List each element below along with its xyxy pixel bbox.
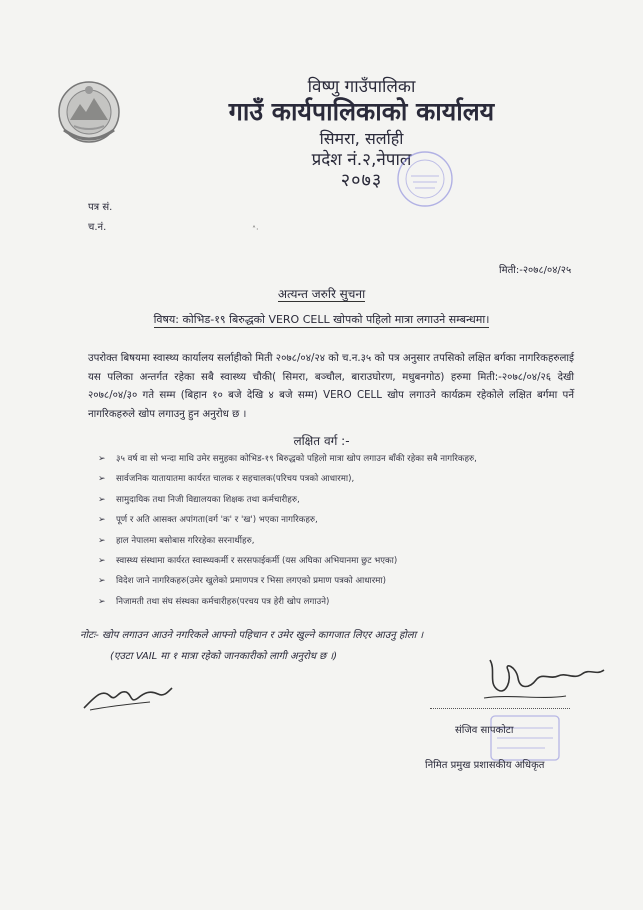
list-item (98, 554, 578, 569)
list-item-text: पूर्ण र अति आसक्त अपांगता(वर्ग 'क' र 'ख') भएका नागरिकहरु, (116, 515, 318, 526)
arrow-bullet-icon: ➢ (98, 474, 106, 485)
location: सिमरा, सर्लाही (319, 129, 404, 148)
list-item (98, 595, 578, 610)
list-item-text: ३५ वर्ष वा सो भन्दा माथि उमेर समुहका कोभिड-१९ बिरुद्धको पहिलो मात्रा खोप लगाउन बाँकी रहेका सबै नागरिकहरु, (116, 454, 477, 464)
urgent-notice-text: अत्यन्त जरुरि सुचना (277, 287, 366, 301)
arrow-bullet-icon: ➢ (98, 555, 106, 566)
list-item-text: सार्वजनिक यातायातमा कार्यरत चालक र सहचालक(परिचय पत्रको आधारमा), (116, 474, 355, 485)
list-item (98, 452, 578, 467)
arrow-bullet-icon: ➢ (98, 535, 106, 546)
arrow-bullet-icon: ➢ (98, 515, 106, 526)
list-item-text: हाल नेपालमा बसोबास गरिरहेका सरनार्थीहरु, (116, 535, 255, 546)
left-signature-icon (80, 680, 175, 714)
list-item-text: विदेश जाने नागरिकहरु(उमेर खुलेको प्रमाणपत्र र भिसा लगएको प्रमाण पत्रको आधारमा) (116, 576, 386, 587)
note-line: नोटः- खोप लगाउन आउने नगरिकले आफ्नो पहिचान र उमेर खुल्ने कागजात लिएर आउनु होला । (80, 630, 424, 641)
list-item-text: स्वास्थ्य संस्थामा कार्यरत स्वास्थ्यकर्मी र सरसफाईकर्मी (यस अघिका अभियानमा छुट भएका) (116, 555, 398, 566)
list-item (98, 513, 578, 528)
dispatch-number-label: च.नं. (88, 222, 107, 233)
vial-note-line: (एउटा VAIL मा १ मात्रा रहेको जानकारीको लागी अनुरोध छ ।) (110, 651, 338, 662)
arrow-bullet-icon: ➢ (98, 596, 106, 607)
arrow-bullet-icon: ➢ (98, 494, 106, 505)
signer-name: संजिव सापकोटा (455, 725, 514, 736)
list-item-text: निजामती तथा संघ संस्थका कर्मचारीहरु(परचय पत्र हेरी खोप लगाउने) (116, 596, 330, 607)
target-group-heading: लक्षित वर्ग :- (293, 434, 350, 448)
subject-text: विषय: कोभिड-१९ बिरुद्धको VERO CELL खोपको पहिलो मात्रा लगाउने सम्बन्धमा। (153, 313, 490, 326)
scan-speck: ˄· (252, 225, 259, 234)
letter-date: मिती:-२०७८/०४/२५ (499, 265, 572, 276)
body-paragraph: उपरोक्त बिषयमा स्वास्थ्य कार्यालय सर्लाहीको मिती २०७८/०४/२४ को च.न.३५ को पत्र अनुसार तपसिको लक्षित बर्गका नागरिकहरुलाई यस पलिका अन्तर्गत रहेका सबै स्वास्थ्य चौकी( सिमरा, बञ्चौल, बाराउघोरण, मधुबनगोठ) हरुमा मिती:-२०७८/०४/२६ देखी २०७८/०४/३० गते सम्म (बिहान १० बजे देखि ४ बजे सम्म) VERO CELL खोप लगाउने कार्यक्रम रहेकोले लक्षित बर्गमा पर्ने नागरिकहरुले खोप लगाउनु हुन अनुरोध छ । (88, 353, 574, 420)
office-title: गाउँ कार्यपालिकाको कार्यालय (228, 97, 495, 126)
municipality-name: विष्णु गाउँपालिका (307, 77, 416, 97)
list-item (98, 534, 578, 549)
list-item-text: सामुदायिक तथा निजी विद्यालयका शिक्षक तथा कर्मचारीहरु, (116, 494, 300, 505)
office-stamp-icon (395, 148, 455, 210)
list-item (98, 493, 578, 508)
established-year: २०७३ (340, 170, 383, 191)
subject-line (0, 312, 643, 327)
urgent-notice-heading (0, 285, 643, 302)
province: प्रदेश नं.२,नेपाल (311, 150, 412, 170)
target-group-list (98, 452, 578, 615)
signer-designation: निमित प्रमुख प्रशासकीय अधिकृत (425, 760, 545, 771)
arrow-bullet-icon: ➢ (98, 576, 106, 587)
letter-number-label: पत्र सं. (88, 202, 113, 213)
list-item (98, 472, 578, 487)
list-item (98, 574, 578, 589)
arrow-bullet-icon: ➢ (98, 454, 106, 464)
